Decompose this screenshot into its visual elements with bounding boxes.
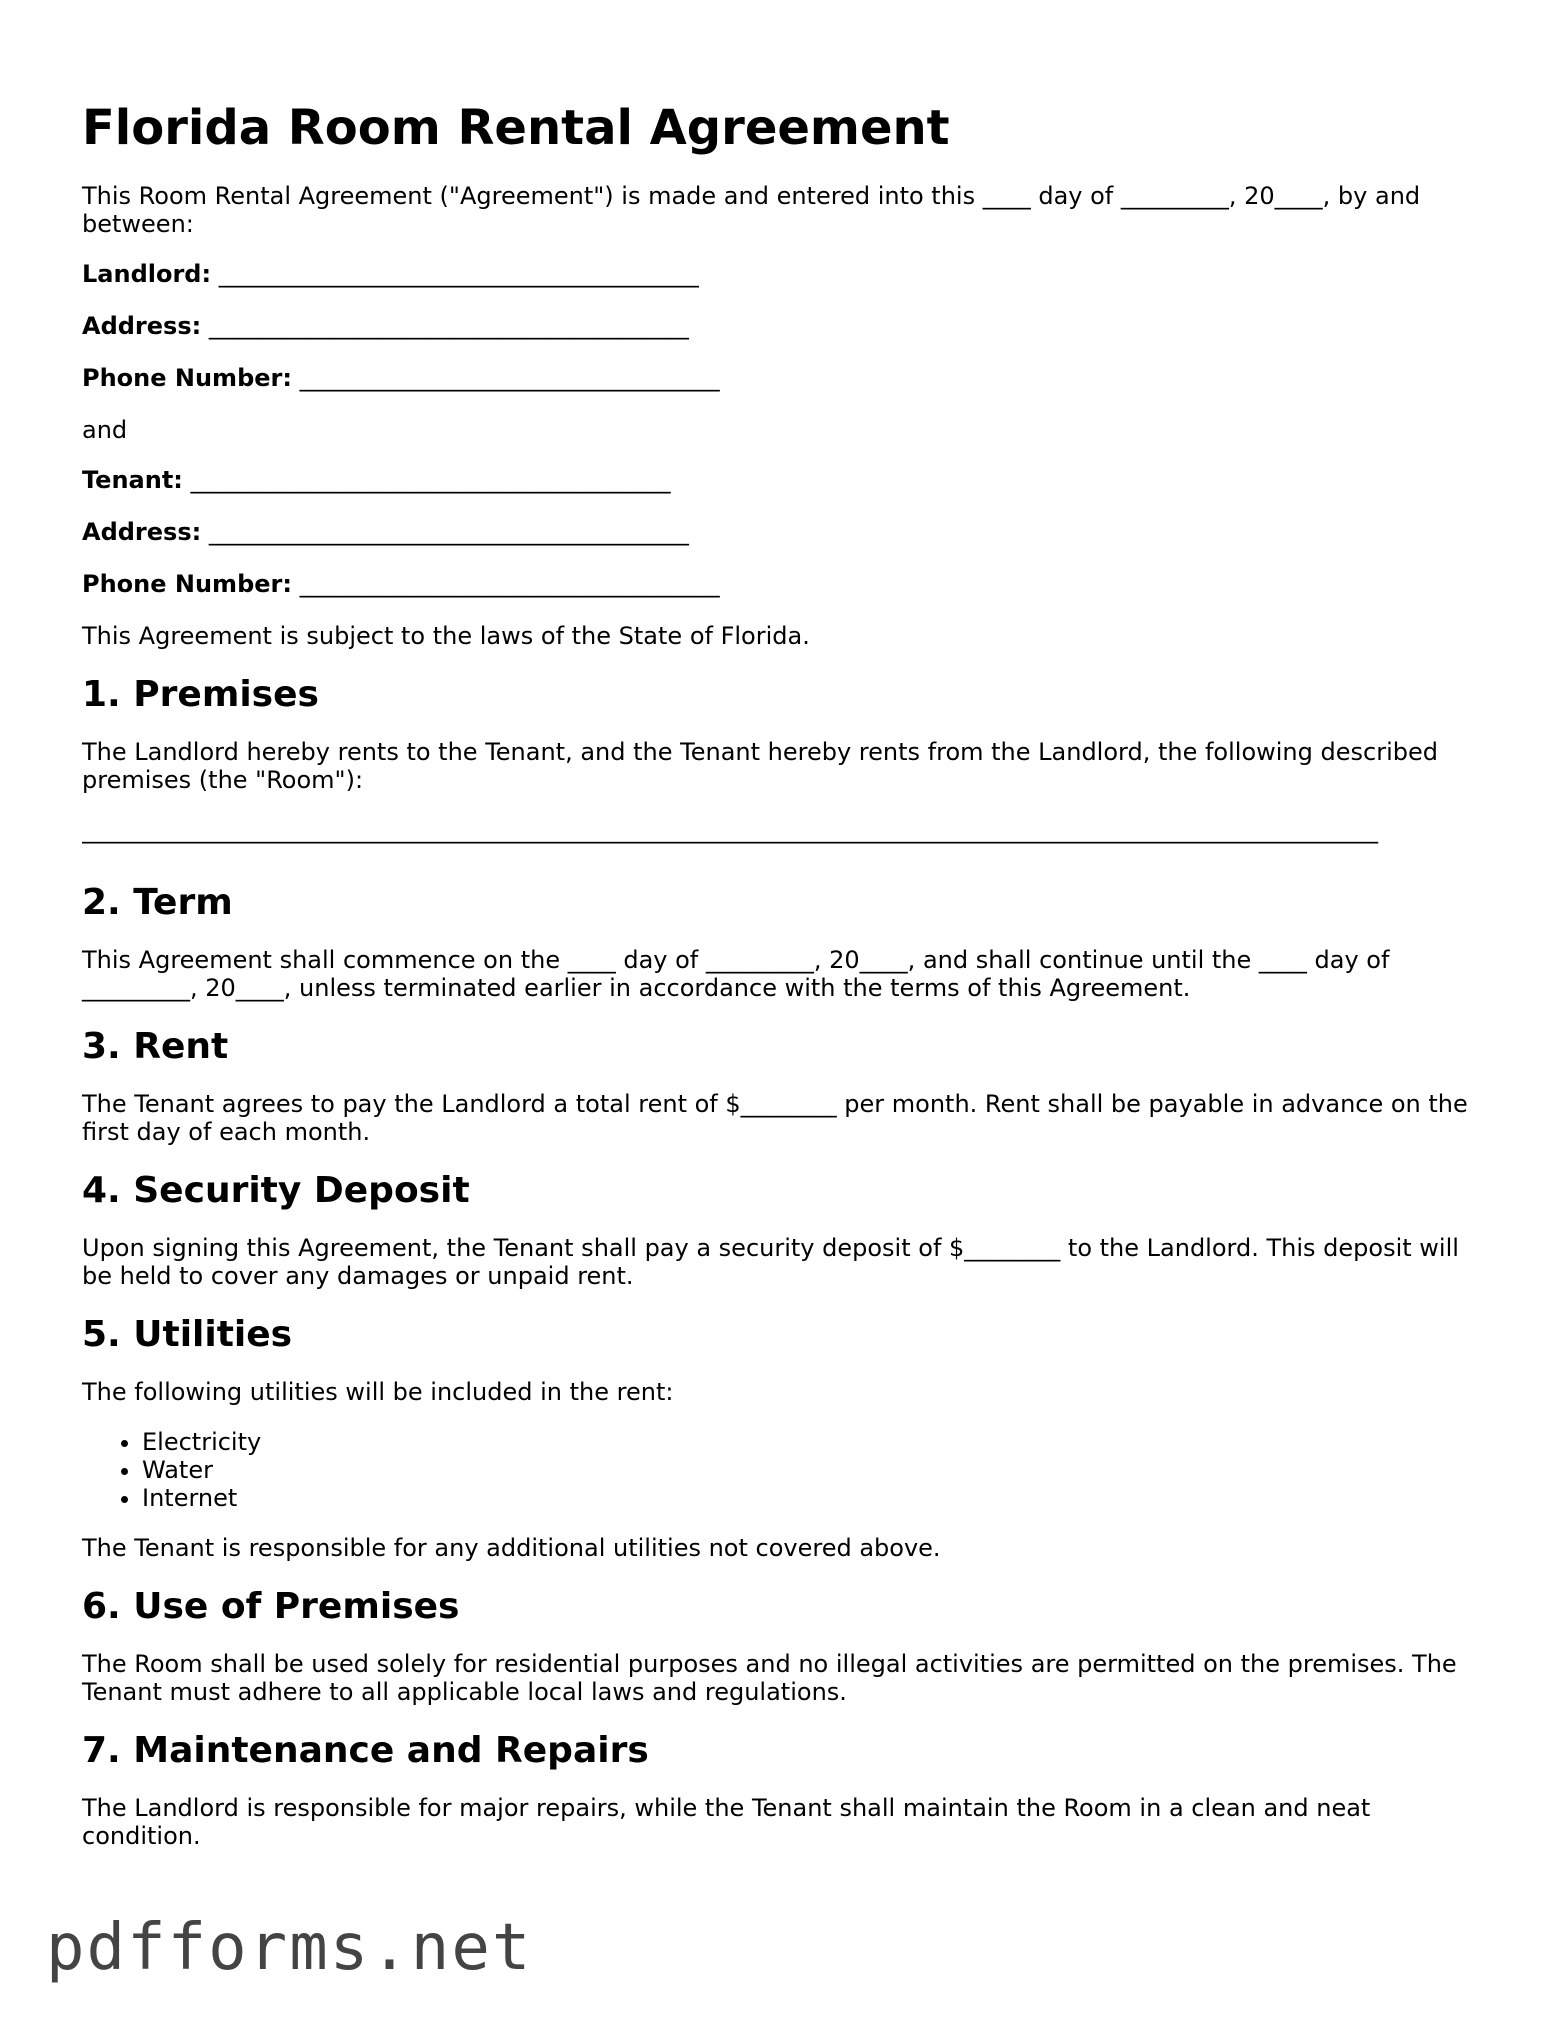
tenant-address-blank[interactable]: ________________________________________	[208, 518, 689, 546]
term-heading: 2. Term	[82, 882, 233, 923]
maintenance-heading: 7. Maintenance and Repairs	[82, 1730, 649, 1771]
and-text: and	[82, 416, 128, 444]
premises-description-blank[interactable]: ____________________________________________________________________________________________________________	[82, 816, 1378, 844]
list-item: • Electricity	[142, 1428, 1492, 1456]
landlord-address-field[interactable]	[82, 312, 1492, 340]
landlord-address-label: Address:	[82, 312, 202, 340]
rent-body: The Tenant agrees to pay the Landlord a total rent of $________ per month. Rent shall be payable in advance on the first day of each month.	[82, 1090, 1468, 1146]
section-security-deposit	[82, 1168, 1492, 1290]
document-title: Florida Room Rental Agreement	[82, 100, 950, 156]
section-rent	[82, 1024, 1492, 1146]
utilities-note: The Tenant is responsible for any additional utilities not covered above.	[82, 1534, 941, 1562]
utilities-list	[82, 1428, 1492, 1512]
intro-paragraph: This Room Rental Agreement ("Agreement") is made and entered into this ____ day of _________, 20____, by and between:	[82, 182, 1421, 238]
governing-law-text: This Agreement is subject to the laws of the State of Florida.	[82, 622, 810, 650]
section-utilities	[82, 1312, 1492, 1562]
deposit-body: Upon signing this Agreement, the Tenant shall pay a security deposit of $________ to the Landlord. This deposit will be held to cover any damages or unpaid rent.	[82, 1234, 1459, 1290]
watermark-logo: pdfforms.net	[46, 1911, 533, 1985]
utilities-body: The following utilities will be included in the rent:	[82, 1378, 674, 1406]
landlord-name-field[interactable]	[82, 260, 1492, 288]
tenant-address-label: Address:	[82, 518, 202, 546]
term-body: This Agreement shall commence on the ____ day of _________, 20____, and shall continue until the ____ day of _________, 20____, unless terminated earlier in accordance with the terms of this Agreement.	[82, 946, 1390, 1002]
section-premises	[82, 672, 1492, 844]
tenant-phone-label: Phone Number:	[82, 570, 292, 598]
landlord-phone-label: Phone Number:	[82, 364, 292, 392]
use-body: The Room shall be used solely for residential purposes and no illegal activities are permitted on the premises. The Tenant must adhere to all applicable local laws and regulations.	[82, 1650, 1457, 1706]
section-use-of-premises	[82, 1584, 1492, 1706]
landlord-name-label: Landlord:	[82, 260, 212, 288]
section-term	[82, 880, 1492, 1002]
landlord-phone-field[interactable]	[82, 364, 1492, 392]
tenant-name-label: Tenant:	[82, 466, 183, 494]
maintenance-body: The Landlord is responsible for major repairs, while the Tenant shall maintain the Room in a clean and neat condition.	[82, 1794, 1371, 1850]
premises-heading: 1. Premises	[82, 674, 319, 715]
landlord-phone-blank[interactable]: ___________________________________	[299, 364, 720, 392]
list-item: • Water	[142, 1456, 1492, 1484]
tenant-phone-field[interactable]	[82, 570, 1492, 598]
rent-heading: 3. Rent	[82, 1026, 229, 1067]
deposit-heading: 4. Security Deposit	[82, 1170, 470, 1211]
section-maintenance	[82, 1728, 1492, 1850]
use-heading: 6. Use of Premises	[82, 1586, 460, 1627]
list-item: • Internet	[142, 1484, 1492, 1512]
tenant-name-blank[interactable]: ________________________________________	[190, 466, 671, 494]
landlord-name-blank[interactable]: ________________________________________	[218, 260, 699, 288]
tenant-phone-blank[interactable]: ___________________________________	[299, 570, 720, 598]
premises-body: The Landlord hereby rents to the Tenant, and the Tenant hereby rents from the Landlord, the following described premises (the "Room"):	[82, 738, 1438, 794]
tenant-address-field[interactable]	[82, 518, 1492, 546]
tenant-name-field[interactable]	[82, 466, 1492, 494]
landlord-address-blank[interactable]: ________________________________________	[208, 312, 689, 340]
utilities-heading: 5. Utilities	[82, 1314, 293, 1355]
document-page	[82, 96, 1492, 1872]
